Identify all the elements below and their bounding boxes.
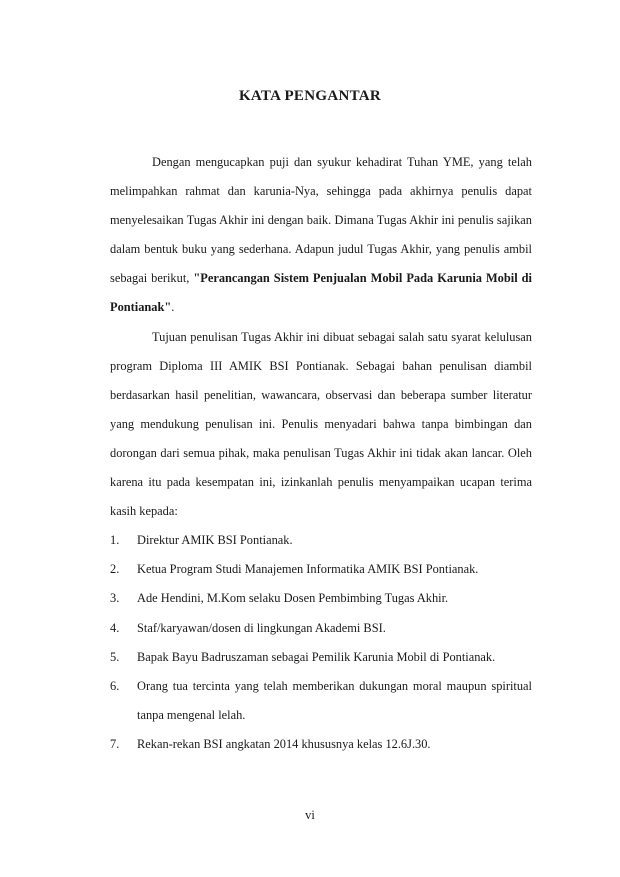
acknowledgement-list bbox=[110, 526, 532, 759]
list-item-number: 6. bbox=[110, 678, 120, 693]
list-item-number: 5. bbox=[110, 649, 120, 664]
list-item-number: 4. bbox=[110, 620, 120, 635]
list-item-text: Direktur AMIK BSI Pontianak. bbox=[137, 533, 293, 548]
list-item bbox=[110, 643, 532, 672]
list-item-text: Rekan-rekan BSI angkatan 2014 khususnya kelas 12.6J.30. bbox=[137, 736, 431, 751]
intro-paragraph bbox=[110, 148, 532, 323]
list-item-number: 3. bbox=[110, 591, 120, 606]
list-item-text: Bapak Bayu Badruszaman sebagai Pemilik Karunia Mobil di Pontianak. bbox=[137, 649, 496, 664]
list-item-number: 7. bbox=[110, 736, 120, 751]
list-item bbox=[110, 614, 532, 643]
intro-text-end: . bbox=[171, 300, 175, 315]
list-item bbox=[110, 555, 532, 584]
list-item-number: 1. bbox=[110, 533, 120, 548]
thesis-title: "Perancangan Sistem Penjualan Mobil Pada Karunia Mobil di Pontianak" bbox=[110, 271, 532, 315]
list-item bbox=[110, 672, 532, 730]
list-item-number: 2. bbox=[110, 562, 120, 577]
list-item-text: Ketua Program Studi Manajemen Informatika AMIK BSI Pontianak. bbox=[137, 562, 479, 577]
purpose-paragraph: Tujuan penulisan Tugas Akhir ini dibuat sebagai salah satu syarat kelulusan program Diploma III AMIK BSI Pontianak. Sebagai bahan penulisan diambil berdasarkan hasil penelitian, wawancara, observasi dan beberapa sumber literatur yang mendukung penulisan ini. Penulis menyadari bahwa tanpa bimbingan dan dorongan dari semua pihak, maka penulisan Tugas Akhir ini tidak akan lancar. Oleh karena itu pada kesempatan ini, izinkanlah penulis menyampaikan ucapan terima kasih kepada: bbox=[110, 329, 532, 519]
page-title: KATA PENGANTAR bbox=[238, 88, 382, 104]
list-item bbox=[110, 526, 532, 555]
intro-text: Dengan mengucapkan puji dan syukur kehadirat Tuhan YME, yang telah melimpahkan rahmat dan karunia-Nya, sehingga pada akhirnya penulis dapat menyelesaikan Tugas Akhir ini dengan baik. Dimana Tugas Akhir ini penulis sajikan dalam bentuk buku yang sederhana. Adapun judul Tugas Akhir, yang penulis ambil sebagai berikut, bbox=[110, 155, 532, 286]
list-item bbox=[110, 730, 532, 759]
list-item bbox=[110, 584, 532, 613]
list-item-text: Orang tua tercinta yang telah memberikan dukungan moral maupun spiritual tanpa mengenal lelah. bbox=[137, 678, 532, 722]
list-item-text: Staf/karyawan/dosen di lingkungan Akademi BSI. bbox=[137, 620, 386, 635]
list-item-text: Ade Hendini, M.Kom selaku Dosen Pembimbing Tugas Akhir. bbox=[137, 591, 449, 606]
document-body bbox=[110, 148, 532, 759]
page-number: vi bbox=[305, 808, 315, 822]
